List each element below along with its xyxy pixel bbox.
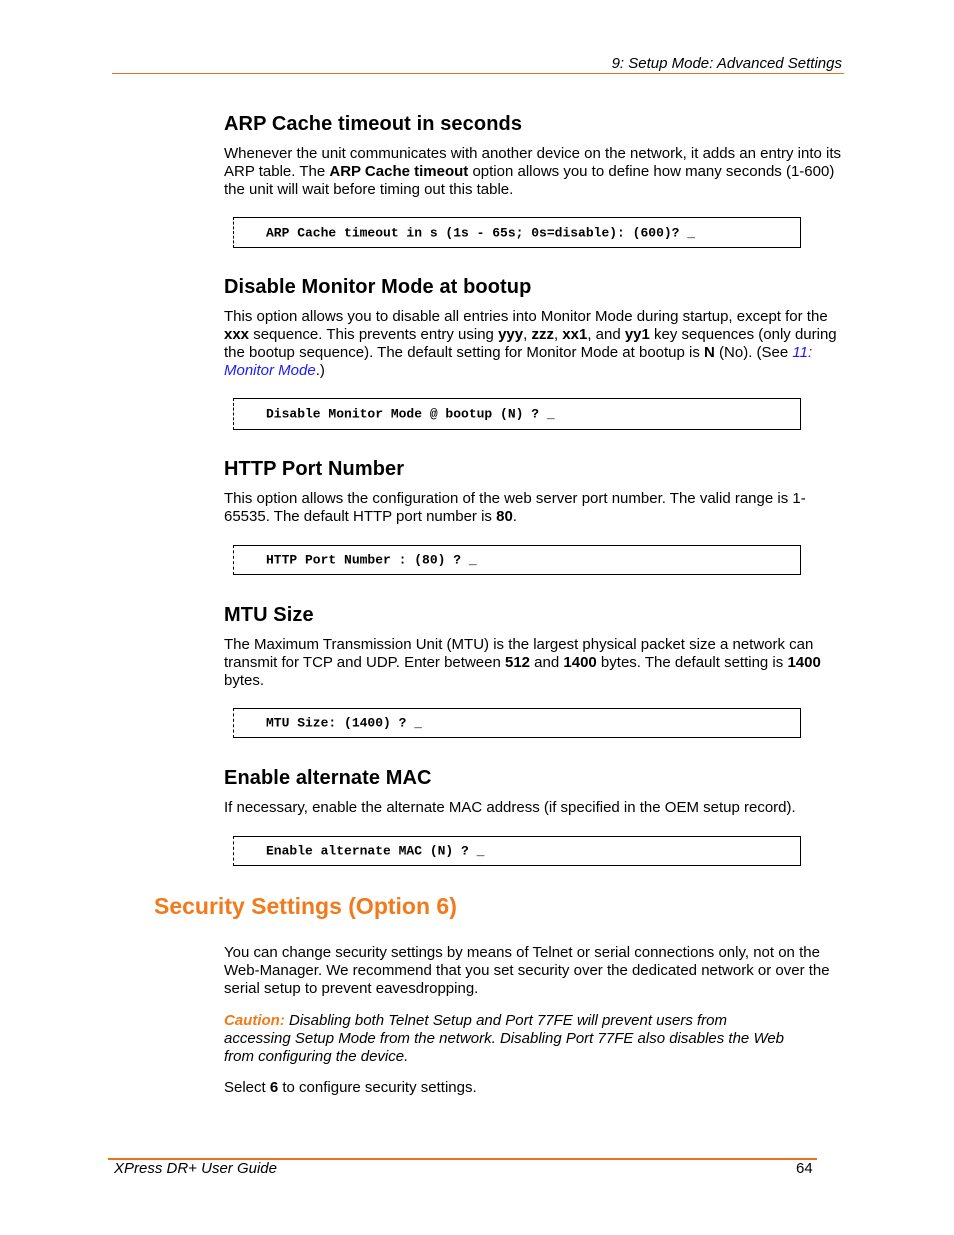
text: to configure security settings. (278, 1079, 477, 1096)
text: This option allows you to disable all entries into Monitor Mode during startup, except for the (224, 308, 828, 325)
text: Whenever the unit communicates with another device on the network, it adds an entry into its ARP table. The (224, 145, 841, 180)
text: The Maximum Transmission Unit (MTU) is the largest physical packet size a network can transmit for TCP and UDP. Enter between (224, 636, 814, 671)
header-rule (112, 73, 844, 74)
heading-security-settings: Security Settings (Option 6) (154, 893, 457, 919)
text: bytes. (224, 672, 265, 689)
text: sequence. This prevents entry using (249, 326, 499, 343)
bold-term: yy1 (624, 326, 650, 343)
text: key sequences (only during the bootup sequence). The default setting for Monitor Mode at bootup is (224, 326, 837, 361)
paragraph-http-port (224, 490, 842, 526)
code-mtu: MTU Size: (1400) ? _ (266, 715, 423, 731)
code-arp: ARP Cache timeout in s (1s - 65s; 0s=disable): (600)? _ (266, 225, 696, 240)
heading-mtu-size: MTU Size (224, 604, 314, 626)
text: and (530, 654, 564, 671)
text: , (523, 326, 532, 343)
paragraph-monitor-mode (224, 308, 842, 380)
running-header: 9: Setup Mode: Advanced Settings (611, 55, 842, 72)
text: .) (315, 362, 325, 379)
paragraph-security-intro: You can change security settings by means of Telnet or serial connections only, not on the Web-Manager. We recommend that you set security over the dedicated network or over the serial setup to prevent eavesdropping. (224, 944, 830, 997)
bold-term: 6 (269, 1079, 279, 1096)
caution-label: Caution: (224, 1012, 285, 1029)
heading-monitor-mode: Disable Monitor Mode at bootup (224, 276, 532, 298)
code-monitor: Disable Monitor Mode @ bootup (N) ? _ (266, 406, 555, 422)
heading-arp-cache: ARP Cache timeout in seconds (224, 113, 523, 135)
bold-term: xxx (224, 326, 250, 343)
heading-http-port: HTTP Port Number (224, 458, 405, 480)
code-box-monitor (233, 398, 801, 430)
code-box-mac (233, 836, 801, 866)
bold-term: 1400 (787, 654, 821, 671)
bold-term: ARP Cache timeout (329, 163, 469, 180)
caution-note (224, 1012, 784, 1066)
bold-term: 1400 (563, 654, 597, 671)
code-box-arp (233, 217, 801, 248)
code-box-mtu (233, 708, 801, 738)
bold-term: 80 (496, 508, 513, 525)
page-number: 64 (796, 1160, 813, 1177)
text: Select (224, 1079, 270, 1096)
paragraph-arp-cache (224, 145, 842, 199)
bold-term: N (704, 344, 715, 361)
text: option allows you to define how many seconds (1-600) the unit will wait before timing out this table. (224, 163, 835, 198)
paragraph-mtu-size (224, 636, 842, 690)
text: . (512, 508, 517, 525)
bold-term: xx1 (562, 326, 588, 343)
paragraph-select-option (224, 1079, 842, 1097)
text: bytes. The default setting is (596, 654, 788, 671)
paragraph-alternate-mac: If necessary, enable the alternate MAC address (if specified in the OEM setup record). (224, 799, 796, 816)
code-mac: Enable alternate MAC (N) ? _ (266, 843, 485, 859)
heading-alternate-mac: Enable alternate MAC (224, 767, 432, 789)
monitor-mode-link[interactable]: 11: Monitor Mode (224, 344, 813, 379)
bold-term: yyy (498, 326, 524, 343)
code-box-http (233, 545, 801, 575)
caution-text: Disabling both Telnet Setup and Port 77FE will prevent users from accessing Setup Mode from the network. Disabling Port 77FE also disables the Web from configuring the device. (224, 1012, 785, 1065)
text: , and (587, 326, 625, 343)
text: (No). (See (714, 344, 793, 361)
bold-term: zzz (531, 326, 554, 343)
text: This option allows the configuration of the web server port number. The valid range is 1-65535. The default HTTP port number is (224, 490, 806, 525)
code-http: HTTP Port Number : (80) ? _ (266, 552, 477, 568)
text: , (553, 326, 563, 343)
bold-term: 512 (504, 654, 531, 671)
footer-title: XPress DR+ User Guide (114, 1160, 277, 1177)
